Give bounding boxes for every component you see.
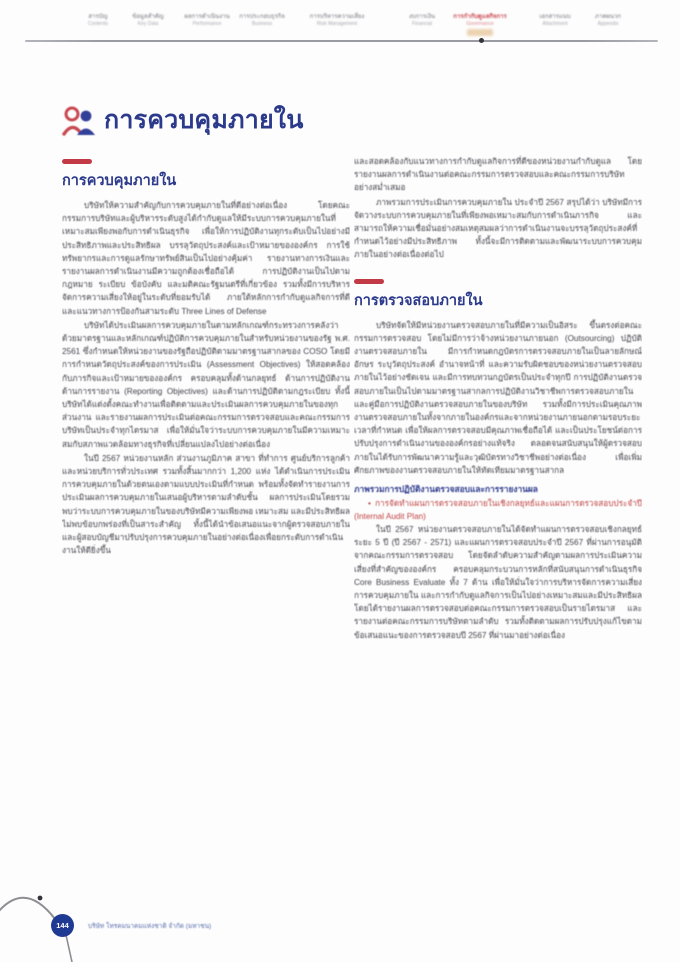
nav-position-dot (479, 38, 484, 43)
section-heading-internal-audit: การตรวจสอบภายใน (354, 292, 483, 309)
footer-company-name: บริษัท โทรคมนาคมแห่งชาติ จำกัด (มหาชน) (88, 923, 212, 930)
nav-active-highlight (467, 29, 493, 36)
audit-results-subheading: ภาพรวมการปฏิบัติงานตรวจสอบและการรายงานผล (354, 484, 538, 495)
section-heading-internal-control: การควบคุมภายใน (62, 173, 177, 189)
page-number-badge: 144 (51, 914, 74, 937)
paragraph: และสอดคล้องกับแนวทางการกำกับดูแลกิจการที่ดีของหน่วยงานกำกับดูแล โดยรายงานผลการดำเนินงานต่อคณะกรรมการตรวจสอบและคณะกรรมการบริษัทอย่างสม่ำเสมอ (354, 157, 642, 193)
footer-curve-decoration (0, 855, 220, 962)
nav-item-performance[interactable]: ผลการดำเนินงาน Performance (184, 14, 230, 27)
internal-control-continued-text (354, 155, 642, 262)
nav-item-business[interactable]: การประกอบธุรกิจ Business (239, 14, 285, 27)
audit-plan-bullet: • การจัดทำแผนการตรวจสอบภายในเชิงกลยุทธ์และแผนการตรวจสอบประจำปี (Internal Audit Plan) (354, 498, 642, 521)
paragraph: ภาพรวมการประเมินการควบคุมภายใน ประจำปี 2567 สรุปได้ว่า บริษัทมีการจัดวางระบบการควบคุมภายในที่เพียงพอเหมาะสมกับการดำเนินภารกิจ และสามารถให้ความเชื่อมั่นอย่างสมเหตุสมผลว่าการดำเนินงานจะบรรลุวัตถุประสงค์ที่กำหนดไว้อย่างมีประสิทธิภาพ ทั้งนี้จะมีการติดตามและพัฒนาระบบการควบคุมภายในอย่างต่อเนื่องต่อไป (354, 197, 642, 260)
paragraph: บริษัทได้ประเมินผลการควบคุมภายในตามหลักเกณฑ์กระทรวงการคลังว่าด้วยมาตรฐานและหลักเกณฑ์ปฏิบัติการควบคุมภายในสำหรับหน่วยงานของรัฐ พ.ศ. 2561 ซึ่งกำหนดให้หน่วยงานของรัฐถือปฏิบัติตามมาตรฐานสากลของ COSO โดยมีการกำหนดวัตถุประสงค์ของการประเมิน (Assessment Objectives) ให้สอดคล้องกับภารกิจและเป้าหมายขององค์กร ครอบคลุมทั้งด้านกลยุทธ์ ด้านการปฏิบัติงาน ด้านการรายงาน (Reporting Objectives) และด้านการปฏิบัติตามกฎระเบียบ ทั้งนี้บริษัทได้แต่งตั้งคณะทำงานเพื่อติดตามและประเมินผลการควบคุมภายในของทุกส่วนงาน และรายงานผลการประเมินต่อคณะกรรมการตรวจสอบและคณะกรรมการบริษัทเป็นประจำทุกไตรมาส เพื่อให้มั่นใจว่าระบบการควบคุมภายในมีความเหมาะสมกับสภาพแวดล้อมทางธุรกิจที่เปลี่ยนแปลงไปอย่างต่อเนื่อง (62, 320, 350, 449)
right-column (354, 155, 642, 900)
internal-audit-text (354, 319, 642, 477)
page-title: การควบคุมภายใน (104, 106, 304, 134)
nav-item-attachment[interactable]: เอกสารแนบ Attachment (539, 14, 571, 27)
page-title-row (62, 100, 304, 140)
left-column (62, 155, 350, 895)
nav-item-appendix[interactable]: ภาคผนวก Appendix (595, 14, 621, 27)
top-navigation (0, 0, 680, 50)
section-accent-dash (62, 159, 92, 164)
paragraph: ในปี 2567 หน่วยงานหลัก ส่วนงานภูมิภาค สาขา ที่ทำการ ศูนย์บริการลูกค้า และหน่วยบริการทั่วประเทศ รวมทั้งสิ้นมากกว่า 1,200 แห่ง ได้ดำเนินการประเมินการควบคุมภายในด้วยตนเองตามแบบประเมินที่กำหนด พร้อมทั้งจัดทำรายงานการประเมินผลการควบคุมภายในเสนอผู้บริหารตามลำดับชั้น ผลการประเมินโดยรวมพบว่าระบบการควบคุมภายในของบริษัทมีความเพียงพอ เหมาะสม และมีประสิทธิผล ไม่พบข้อบกพร่องที่เป็นสาระสำคัญ ทั้งนี้ได้นำข้อเสนอแนะจากผู้ตรวจสอบภายในและผู้สอบบัญชีมาปรับปรุงการควบคุมภายในอย่างต่อเนื่องเพื่อยกระดับการดำเนินงานให้ดียิ่งขึ้น (62, 453, 350, 556)
internal-control-text (62, 199, 350, 557)
people-gear-icon (62, 104, 96, 136)
nav-item-keydata[interactable]: ข้อมูลสำคัญ Key Data (132, 14, 164, 27)
nav-item-contents[interactable]: สารบัญ Contents (87, 14, 109, 27)
nav-item-financial[interactable]: งบการเงิน Financial (408, 14, 436, 27)
nav-divider-line (25, 40, 658, 42)
paragraph: บริษัทให้ความสำคัญกับการควบคุมภายในที่ดีอย่างต่อเนื่อง โดยคณะกรรมการบริษัทและผู้บริหารระดับสูงได้กำกับดูแลให้มีระบบการควบคุมภายในที่เหมาะสมเพียงพอกับการดำเนินธุรกิจ เพื่อให้การปฏิบัติงานทุกระดับเป็นไปอย่างมีประสิทธิภาพและประสิทธิผล บรรลุวัตถุประสงค์และเป้าหมายขององค์กร การใช้ทรัพยากรและการดูแลรักษาทรัพย์สินเป็นไปอย่างคุ้มค่า รายงานทางการเงินและรายงานผลการดำเนินงานมีความถูกต้องเชื่อถือได้ การปฏิบัติงานเป็นไปตามกฎหมาย ระเบียบ ข้อบังคับ และมติคณะรัฐมนตรีที่เกี่ยวข้อง รวมทั้งมีการบริหารจัดการความเสี่ยงให้อยู่ในระดับที่ยอมรับได้ ภายใต้หลักการกำกับดูแลกิจการที่ดีและแนวทางการป้องกันสามระดับ Three Lines of Defense (62, 201, 350, 316)
nav-item-governance-active[interactable]: การกำกับดูแลกิจการ Governance (453, 14, 507, 27)
section-accent-dash (354, 279, 384, 284)
paragraph: ในปี 2567 หน่วยงานตรวจสอบภายในได้จัดทำแผนการตรวจสอบเชิงกลยุทธ์ระยะ 5 ปี (ปี 2567 - 2571) และแผนการตรวจสอบประจำปี 2567 ที่ผ่านการอนุมัติจากคณะกรรมการตรวจสอบ โดยจัดลำดับความสำคัญตามผลการประเมินความเสี่ยงที่สำคัญขององค์กร ครอบคลุมกระบวนการหลักที่สนับสนุนการดำเนินธุรกิจ Core Business Evaluate ทั้ง 7 ด้าน เพื่อให้มั่นใจว่าการบริหารจัดการความเสี่ยง การควบคุมภายใน และการกำกับดูแลกิจการเป็นไปอย่างเหมาะสมและมีประสิทธิผล โดยได้รายงานผลการตรวจสอบต่อคณะกรรมการตรวจสอบเป็นรายไตรมาส และรายงานต่อคณะกรรมการบริษัทตามลำดับ รวมทั้งติดตามผลการปรับปรุงแก้ไขตามข้อเสนอแนะของการตรวจสอบปี 2567 ที่ผ่านมาอย่างต่อเนื่อง (354, 524, 642, 640)
audit-results-text (354, 523, 642, 642)
paragraph: บริษัทจัดให้มีหน่วยงานตรวจสอบภายในที่มีความเป็นอิสระ ขึ้นตรงต่อคณะกรรมการตรวจสอบ โดยไม่มีการว่าจ้างหน่วยงานภายนอก (Outsourcing) ปฏิบัติงานตรวจสอบภายใน มีการกำหนดกฎบัตรการตรวจสอบภายในเป็นลายลักษณ์อักษร ระบุวัตถุประสงค์ อำนาจหน้าที่ และความรับผิดชอบของหน่วยงานตรวจสอบภายในไว้อย่างชัดเจน และมีการทบทวนกฎบัตรเป็นประจำทุกปี การปฏิบัติงานตรวจสอบภายในเป็นไปตามมาตรฐานสากลการปฏิบัติงานวิชาชีพการตรวจสอบภายใน และคู่มือการปฏิบัติงานตรวจสอบภายในของบริษัท รวมทั้งมีการประเมินคุณภาพงานตรวจสอบภายในทั้งจากภายในองค์กรและจากหน่วยงานภายนอกตามรอบระยะเวลาที่กำหนด เพื่อให้ผลการตรวจสอบมีคุณภาพเชื่อถือได้ และเป็นประโยชน์ต่อการปรับปรุงการดำเนินงานขององค์กรอย่างแท้จริง ตลอดจนสนับสนุนให้ผู้ตรวจสอบภายในได้รับการพัฒนาความรู้และวุฒิบัตรทางวิชาชีพอย่างต่อเนื่อง เพื่อเพิ่มศักยภาพของงานตรวจสอบภายในให้ทัดเทียมมาตรฐานสากล (354, 320, 642, 475)
nav-item-risk[interactable]: การบริหารความเสี่ยง Risk Management (309, 14, 365, 27)
